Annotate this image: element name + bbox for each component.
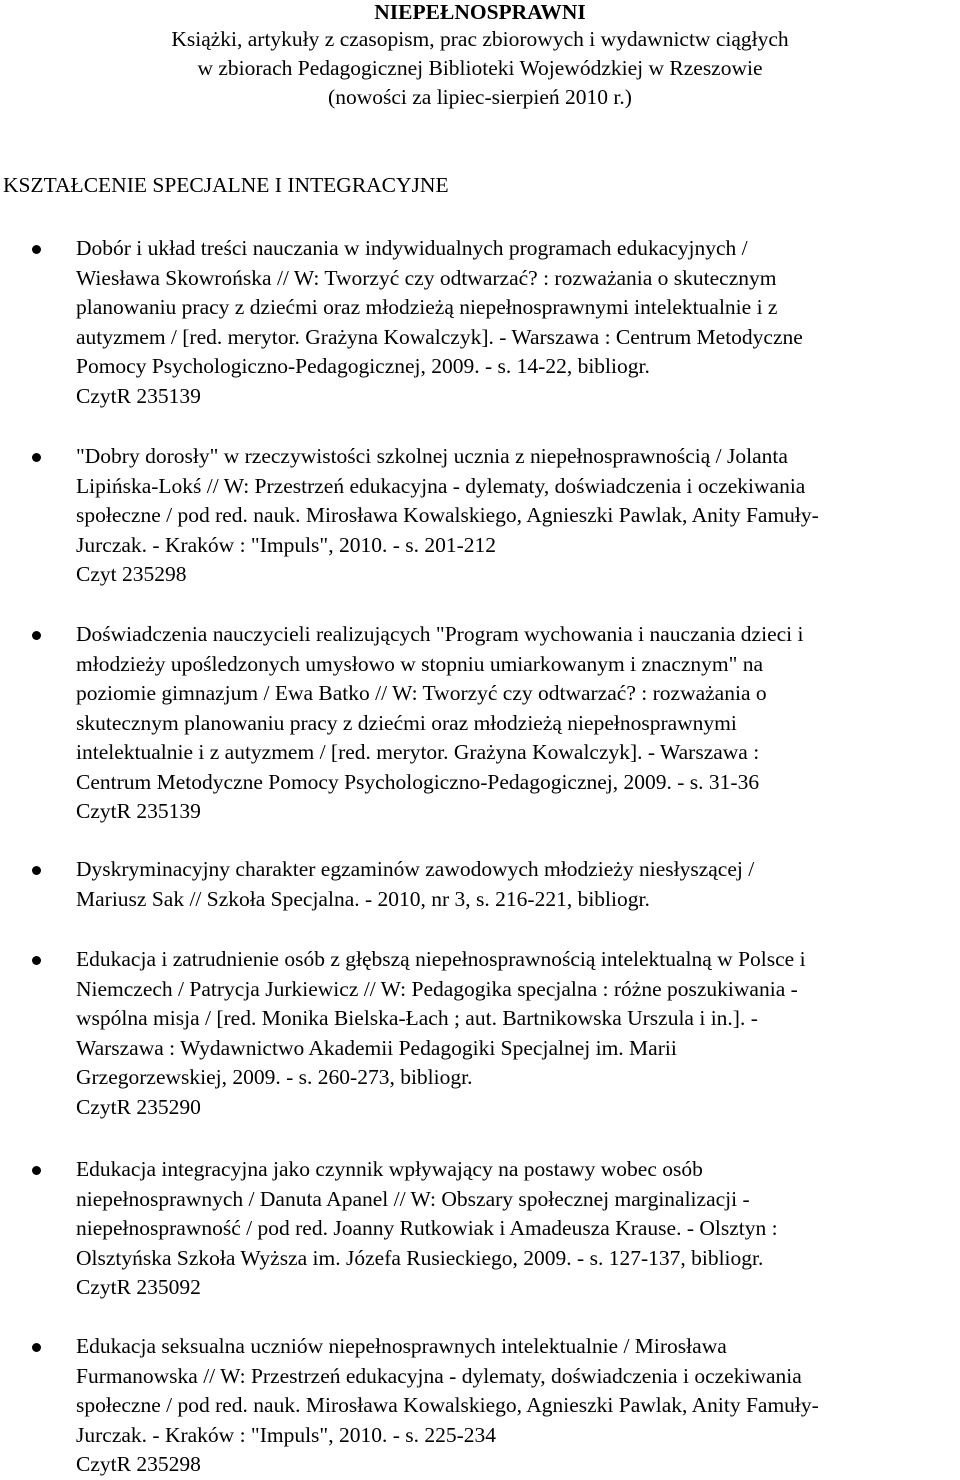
- bullet-icon: [32, 631, 41, 640]
- document-subtitle-line-2: w zbiorach Pedagogicznej Biblioteki Wojewódzkiej w Rzeszowie: [197, 56, 763, 80]
- call-number: CzytR 235298: [76, 1452, 201, 1476]
- bibliographic-entry-text: Edukacja integracyjna jako czynnik wpływający na postawy wobec osób niepełnosprawnych / Danuta Apanel // W: Obszary społecznej marginalizacji - niepełnosprawność / pod red. Joanny Rutkowiak i Amadeusza Krause. - Olsztyn : Olsztyńska Szkoła Wyższa im. Józefa Rusieckiego, 2009. - s. 127-137, bibliogr.: [76, 1157, 778, 1270]
- bullet-icon: [32, 956, 41, 965]
- bibliographic-entry-text: Edukacja seksualna uczniów niepełnosprawnych intelektualnie / Mirosława Furmanowska // W: Przestrzeń edukacyjna - dylematy, doświadczenia i oczekiwania społeczne / pod red. nauk. Mirosława Kowalskiego, Agnieszki Pawlak, Anity Famuły- Jurczak. - Kraków : "Impuls", 2010. - s. 225-234: [76, 1334, 819, 1447]
- list-item: [76, 945, 956, 1122]
- document-subtitle-line-3: (nowości za lipiec-sierpień 2010 r.): [328, 85, 632, 109]
- bibliographic-entry-text: Doświadczenia nauczycieli realizujących "Program wychowania i nauczania dzieci i młodzieży upośledzonych umysłowo w stopniu umiarkowanym i znacznym" na poziomie gimnazjum / Ewa Batko // W: Tworzyć czy odtwarzać? : rozważania o skutecznym planowaniu pracy z dziećmi oraz młodzieżą niepełnosprawnymi intelektualnie i z autyzmem / [red. merytor. Grażyna Kowalczyk]. - Warszawa : Centrum Metodyczne Pomocy Psychologiczno-Pedagogicznej, 2009. - s. 31-36: [76, 622, 804, 794]
- call-number: CzytR 235290: [76, 1094, 201, 1119]
- call-number: CzytR 235139: [76, 383, 201, 408]
- call-number: Czyt 235298: [76, 562, 187, 586]
- list-item: [76, 855, 956, 914]
- bullet-icon: [32, 245, 41, 254]
- bibliographic-entry-text: Dyskryminacyjny charakter egzaminów zawodowych młodzieży niesłyszącej / Mariusz Sak // Szkoła Specjalna. - 2010, nr 3, s. 216-221, bibliogr.: [76, 857, 755, 911]
- list-item: [76, 234, 956, 411]
- bullet-icon: [32, 1166, 41, 1175]
- section-title: KSZTAŁCENIE SPECJALNE I INTEGRACYJNE: [3, 173, 449, 197]
- list-item: [76, 442, 956, 590]
- document-header: [0, 0, 960, 112]
- bibliographic-entry-text: "Dobry dorosły" w rzeczywistości szkolnej ucznia z niepełnosprawnością / Jolanta Lipińska-Lokś // W: Przestrzeń edukacyjna - dylematy, doświadczenia i oczekiwania społeczne / pod red. nauk. Mirosława Kowalskiego, Agnieszki Pawlak, Anity Famuły- Jurczak. - Kraków : "Impuls", 2010. - s. 201-212: [76, 444, 819, 557]
- bullet-icon: [32, 866, 41, 875]
- list-item: [76, 620, 956, 827]
- list-item: [76, 1155, 956, 1303]
- list-item: [76, 1332, 956, 1480]
- document-subtitle-line-1: Książki, artykuły z czasopism, prac zbiorowych i wydawnictw ciągłych: [171, 27, 789, 51]
- bibliographic-entry-text: Edukacja i zatrudnienie osób z głębszą niepełnosprawnością intelektualną w Polsce i Niemczech / Patrycja Jurkiewicz // W: Pedagogika specjalna : różne poszukiwania - wspólna misja / [red. Monika Bielska-Łach ; aut. Bartnikowska Urszula i in.]. - Warszawa : Wydawnictwo Akademii Pedagogiki Specjalnej im. Marii Grzegorzewskiej, 2009. - s. 260-273, bibliogr.: [76, 947, 806, 1089]
- bibliographic-entry-text: Dobór i układ treści nauczania w indywidualnych programach edukacyjnych / Wiesława Skowrońska // W: Tworzyć czy odtwarzać? : rozważania o skutecznym planowaniu pracy z dziećmi oraz młodzieżą niepełnosprawnymi intelektualnie i z autyzmem / [red. merytor. Grażyna Kowalczyk]. - Warszawa : Centrum Metodyczne Pomocy Psychologiczno-Pedagogicznej, 2009. - s. 14-22, bibliogr.: [76, 236, 803, 378]
- call-number: CzytR 235092: [76, 1275, 201, 1299]
- call-number: CzytR 235139: [76, 799, 201, 823]
- bullet-icon: [32, 453, 41, 462]
- bullet-icon: [32, 1343, 41, 1352]
- document-title: NIEPEŁNOSPRAWNI: [374, 0, 586, 24]
